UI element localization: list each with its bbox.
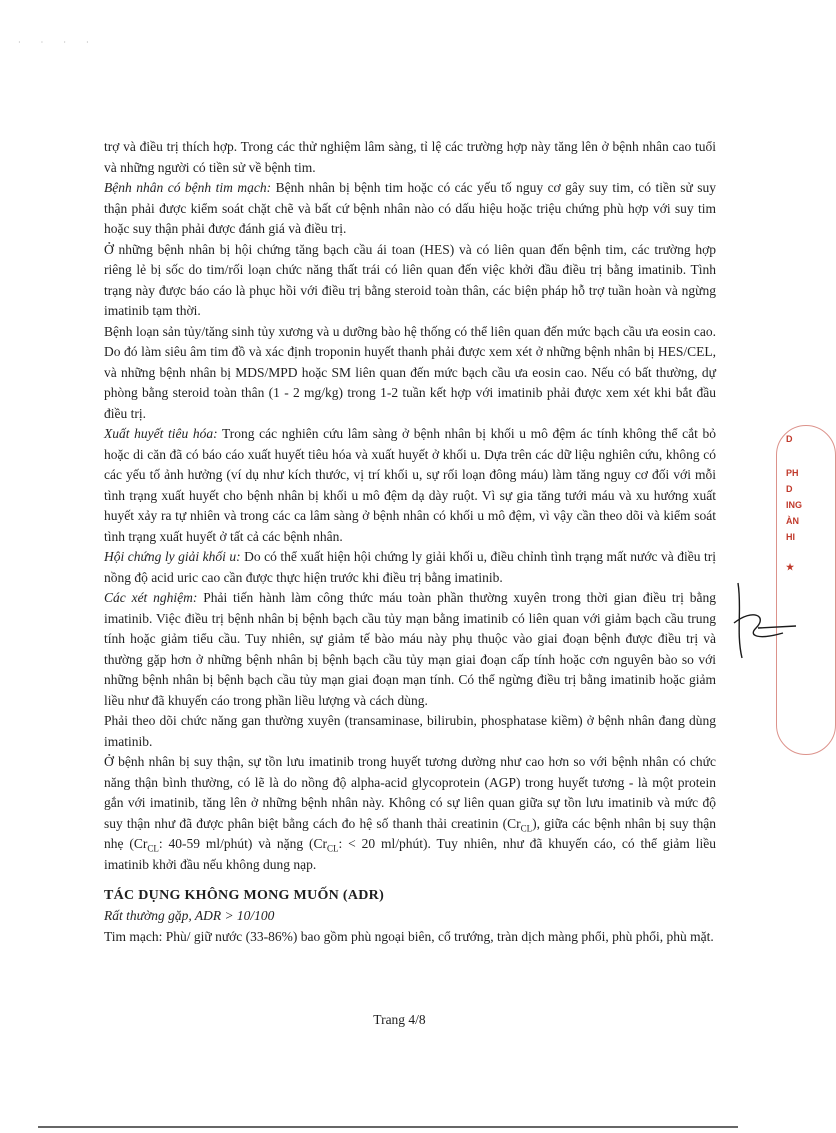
paragraph-myelodysplastic: Bệnh loạn sản tủy/tăng sinh tủy xương và u dưỡng bào hệ thống có thể liên quan đến mức bạch cầu ưa eosin cao. Do đó làm siêu âm tim đồ và xác định troponin huyết thanh phải được xem xét ở những bệnh nhân bị HES/CEL, và những bệnh nhân bị MDS/MPD hoặc SM liên quan đến mức bạch cầu ưa eosin cao. Nếu có bất thường, dự phòng bằng steroid toàn thân (1 - 2 mg/kg) trong 1-2 tuần kết hợp với imatinib phải được xem xét khi bắt đầu điều trị. (104, 323, 716, 421)
paragraph-cardiac (104, 178, 716, 240)
sub-cl-1: CL (520, 823, 533, 834)
stamp-fragment: ★ (786, 562, 795, 572)
page-bottom-rule (38, 1126, 738, 1128)
paragraph-gi-bleeding (104, 424, 716, 547)
stamp-fragment: ÀN (786, 516, 799, 526)
lead-cardiac: Bệnh nhân có bệnh tim mạch: (104, 180, 272, 195)
paragraph-lab-tests (104, 588, 716, 711)
text-cardiac: Bệnh nhân bị bệnh tim hoặc có các yếu tố nguy cơ gây suy tim, có tiền sử suy thận phải được kiểm soát chặt chẽ và bất cứ bệnh nhân nào có dấu hiệu hoặc triệu chứng phù hợp với suy tim hoặc suy thận phải được đánh giá và điều trị. (104, 180, 716, 236)
text-renal-3: : 40-59 ml/phút) và nặng (Cr (158, 836, 328, 851)
paragraph-renal (104, 752, 716, 875)
paragraph-tumor-lysis (104, 547, 716, 588)
text-renal-2: ), giữa các bệnh nhân bị suy thận nhẹ (Cr (104, 815, 716, 851)
lead-lab-tests: Các xét nghiệm: (104, 590, 198, 605)
page-number: Trang 4/8 (373, 1012, 426, 1027)
stamp-fragment: HI (786, 532, 795, 542)
text-gi-bleeding: Trong các nghiên cứu lâm sàng ở bệnh nhân bị khối u mô đệm ác tính không thể cắt bỏ hoặc di căn đã có báo cáo xuất huyết tiêu hóa và xuất huyết ở khối u. Dựa trên các dữ liệu nghiên cứu, không có các yếu tố ảnh hưởng (ví dụ như kích thước, vị trí khối u, sự rối loạn đông máu) làm tăng nguy cơ đối với mỗi tình trạng xuất huyết cho bệnh nhân bị khối u mô đệm dạ dày ruột. Vì sự gia tăng tưới máu và xu hướng xuất huyết xảy ra tự nhiên và trong các ca lâm sàng ở bệnh nhân có khối u mô đệm, vì vậy cần theo dõi và kiểm soát tình trạng xuất huyết ở tất cả các bệnh nhân. (104, 426, 716, 544)
text-lab-tests: Phải tiến hành làm công thức máu toàn phần thường xuyên trong thời gian điều trị bằng imatinib. Việc điều trị bệnh nhân bị bệnh bạch cầu tủy mạn bằng imatinib có liên quan với giảm bạch cầu trung tính hoặc giảm tiểu cầu. Tuy nhiên, sự giảm tế bào máu này phụ thuộc vào giai đoạn bệnh được điều trị và thường gặp hơn ở những bệnh nhân bị bệnh bạch cầu tủy mạn giai đoạn cấp tính hoặc cơn nguyên bào so với những bệnh nhân bị bệnh bạch cầu tủy mạn giai đoạn mạn tính. Có thể ngừng điều trị bằng imatinib hoặc giảm liều như đã khuyến cáo trong phần liều lượng và cách dùng. (104, 590, 716, 708)
section-heading-adr: TÁC DỤNG KHÔNG MONG MUỐN (ADR) (104, 888, 385, 903)
sub-cl-3: CL (327, 843, 339, 854)
paragraph-cardiovascular: Tim mạch: Phù/ giữ nước (33-86%) bao gồm phù ngoại biên, cổ trướng, tràn dịch màng phổi, phù phổi, phù mặt. (104, 928, 714, 944)
text-renal-4: : < 20 ml/phút). Tuy nhiên, như đã khuyến cáo, có thể giảm liều imatinib khởi đầu nếu không dung nạp. (104, 836, 716, 872)
text-tumor-lysis: Do có thể xuất hiện hội chứng ly giải khối u, điều chỉnh tình trạng mất nước và điều trị nồng độ acid uric cao cần được thực hiện trước khi điều trị bằng imatinib. (104, 549, 716, 585)
stamp-fragment: D (786, 484, 793, 494)
stamp-fragment: D (786, 434, 793, 444)
stamp-fragment: ING (786, 500, 803, 510)
paragraph-1: trợ và điều trị thích hợp. Trong các thử nghiệm lâm sàng, tỉ lệ các trường hợp này tăng lên ở bệnh nhân cao tuổi và những người có tiền sử về bệnh tim. (104, 139, 716, 175)
document-body (104, 137, 716, 947)
stamp-fragment: PH (786, 468, 799, 478)
sub-cl-2: CL (147, 843, 159, 854)
text-renal-main: Ở bệnh nhân bị suy thận, sự tồn lưu imatinib trong huyết tương dường như cao hơn so với bệnh nhân có chức năng thận bình thường, có lẽ là do nồng độ alpha-acid glycoprotein (AGP) trong huyết tương - là một protein gắn với imatinib, tăng lên ở những bệnh nhân này. Không có sự liên quan giữa sự tồn lưu imatinib và mức độ suy thận như đã được phân biệt bằng cách đo hệ số thanh thải creatinin (Cr (104, 754, 716, 831)
scan-dots: · · · · (18, 38, 98, 47)
paragraph-liver: Phải theo dõi chức năng gan thường xuyên (transaminase, bilirubin, phosphatase kiềm) ở bệnh nhân đang dùng imatinib. (104, 713, 716, 749)
subheading-very-common: Rất thường gặp, ADR > 10/100 (104, 908, 275, 923)
lead-gi-bleeding: Xuất huyết tiêu hóa: (104, 426, 218, 441)
signature-mark (728, 578, 798, 668)
lead-tumor-lysis: Hội chứng ly giải khối u: (104, 549, 241, 564)
paragraph-hes: Ở những bệnh nhân bị hội chứng tăng bạch cầu ái toan (HES) và có liên quan đến bệnh tim, các trường hợp riêng lẻ bị sốc do tim/rối loạn chức năng thất trái có liên quan đến việc khởi đầu điều trị bằng imatinib. Tình trạng này được báo cáo là phục hồi với điều trị bằng steroid toàn thân, các biện pháp hỗ trợ tuần hoàn và ngừng imatinib tạm thời. (104, 241, 716, 318)
